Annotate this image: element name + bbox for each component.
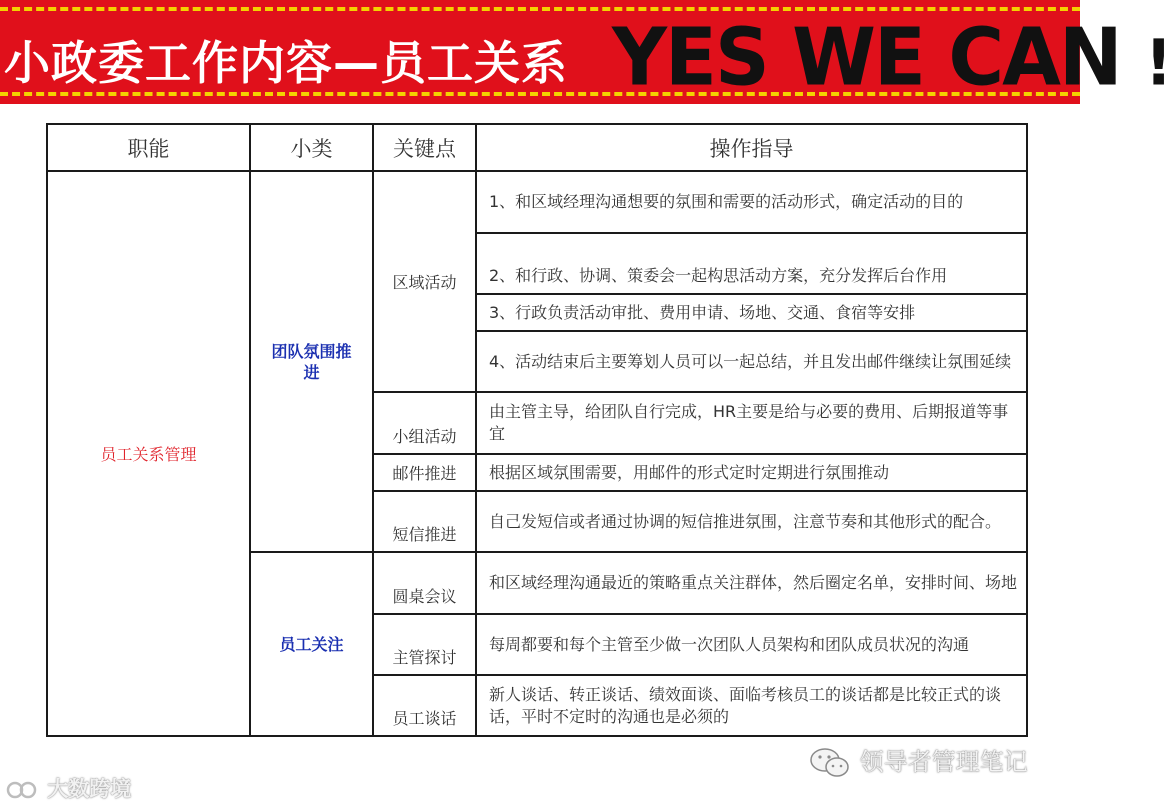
key-employee-talk: 员工谈话 — [373, 675, 476, 736]
page-title: 小政委工作内容—员工关系 — [4, 36, 568, 90]
guide-cell: 新人谈话、转正谈话、绩效面谈、面临考核员工的谈话都是比较正式的谈话，平时不定时的沟通也是必须的 — [476, 675, 1027, 736]
key-email-push: 邮件推进 — [373, 454, 476, 491]
slogan-exclamation: ! — [1145, 26, 1170, 101]
guide-cell: 每周都要和每个主管至少做一次团队人员架构和团队成员状况的沟通 — [476, 614, 1027, 675]
guide-cell: 自己发短信或者通过协调的短信推进氛围，注意节奏和其他形式的配合。 — [476, 491, 1027, 552]
header-key-point: 关键点 — [373, 124, 476, 171]
guide-cell: 2、和行政、协调、策委会一起构思活动方案，充分发挥后台作用 — [476, 233, 1027, 294]
title-banner — [0, 0, 1170, 104]
slogan-text — [612, 10, 1170, 103]
guide-cell: 4、活动结束后主要筹划人员可以一起总结，并且发出邮件继续让氛围延续 — [476, 331, 1027, 392]
employee-relations-table — [46, 123, 1028, 737]
subcategory-team-atmosphere: 团队氛围推进 — [250, 171, 373, 552]
slogan-words: YES WE CAN — [612, 9, 1121, 104]
guide-cell: 根据区域氛围需要，用邮件的形式定时定期进行氛围推动 — [476, 454, 1027, 491]
brand-logo-icon — [6, 778, 40, 802]
watermark-right-text: 领导者管理笔记 — [859, 748, 1028, 776]
key-regional-activity: 区域活动 — [373, 171, 476, 392]
guide-cell: 3、行政负责活动审批、费用申请、场地、交通、食宿等安排 — [476, 294, 1027, 331]
key-supervisor-discussion: 主管探讨 — [373, 614, 476, 675]
header-subcategory: 小类 — [250, 124, 373, 171]
table-header-row — [47, 124, 1027, 171]
guide-cell: 由主管主导，给团队自行完成，HR主要是给与必要的费用、后期报道等事宜 — [476, 392, 1027, 454]
wechat-icon — [808, 746, 852, 780]
subcategory-employee-care: 员工关注 — [250, 552, 373, 736]
header-function: 职能 — [47, 124, 250, 171]
watermark-left-text: 大数跨境 — [47, 777, 132, 801]
role-cell: 员工关系管理 — [47, 171, 250, 736]
key-group-activity: 小组活动 — [373, 392, 476, 454]
header-operation-guide: 操作指导 — [476, 124, 1027, 171]
key-sms-push: 短信推进 — [373, 491, 476, 552]
watermark-right — [808, 742, 1028, 780]
key-roundtable-meeting: 圆桌会议 — [373, 552, 476, 614]
guide-cell: 和区域经理沟通最近的策略重点关注群体，然后圈定名单，安排时间、场地 — [476, 552, 1027, 614]
watermark-left — [6, 773, 131, 803]
table-row — [47, 171, 1027, 233]
guide-cell: 1、和区域经理沟通想要的氛围和需要的活动形式，确定活动的目的 — [476, 171, 1027, 233]
